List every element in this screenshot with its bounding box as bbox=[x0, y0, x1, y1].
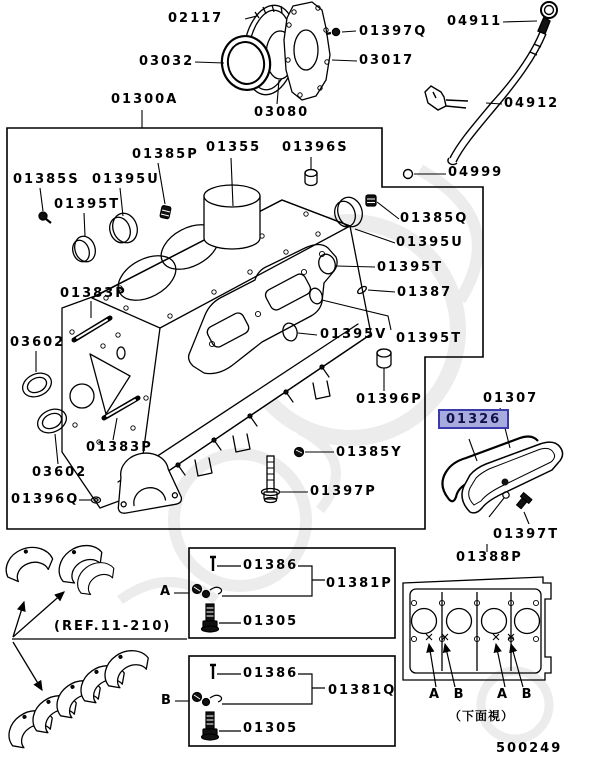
callout-01300A: 01300A bbox=[111, 92, 179, 107]
cup-plug-01395T-left bbox=[70, 234, 99, 265]
callout-01396Q: 01396Q bbox=[11, 492, 80, 507]
callout-01395T-lower: 01395T bbox=[396, 331, 463, 346]
callout-01395T-right: 01395T bbox=[377, 260, 444, 275]
callout-01383P-lower: 01383P bbox=[86, 440, 153, 455]
bearing-shells-drawing bbox=[2, 537, 187, 752]
callout-01326-highlighted[interactable]: 01326 bbox=[438, 409, 509, 429]
callout-03602-lower: 03602 bbox=[32, 465, 88, 480]
ab-pair-right: A B bbox=[497, 687, 537, 702]
callout-01385Y: 01385Y bbox=[336, 445, 403, 460]
callout-01385Q: 01385Q bbox=[400, 211, 469, 226]
callout-01395U-right: 01395U bbox=[396, 235, 464, 250]
callout-04912: 04912 bbox=[504, 96, 560, 111]
bolt-01397T bbox=[515, 493, 532, 511]
screw-01385P bbox=[160, 205, 171, 219]
callout-01383P-upper: 01383P bbox=[60, 286, 127, 301]
callout-01386-a: 01386 bbox=[243, 558, 299, 573]
reference-note: (REF.11-210) bbox=[54, 619, 172, 634]
bottom-view-drawing bbox=[403, 544, 551, 687]
callout-03032: 03032 bbox=[139, 54, 195, 69]
callout-01397Q: 01397Q bbox=[359, 24, 428, 39]
callout-01385S: 01385S bbox=[13, 172, 80, 187]
ab-pair-left: A B bbox=[429, 687, 469, 702]
callout-01355: 01355 bbox=[206, 140, 262, 155]
callout-01385P: 01385P bbox=[132, 147, 199, 162]
callout-01388P: 01388P bbox=[456, 550, 523, 565]
callout-03602-upper: 03602 bbox=[10, 335, 66, 350]
view-note: （下面視） bbox=[449, 709, 515, 723]
o-ring-04999 bbox=[404, 170, 413, 179]
callout-01395T-left: 01395T bbox=[54, 197, 121, 212]
callout-01307: 01307 bbox=[483, 391, 539, 406]
callout-04911: 04911 bbox=[447, 14, 503, 29]
callout-01396S: 01396S bbox=[282, 140, 349, 155]
callout-01381Q: 01381Q bbox=[328, 683, 397, 698]
section-label-b: B bbox=[161, 693, 173, 708]
callout-04999: 04999 bbox=[448, 165, 504, 180]
callout-03017: 03017 bbox=[359, 53, 415, 68]
thrust-ring-03602-upper bbox=[19, 369, 55, 402]
section-label-a: A bbox=[160, 584, 173, 599]
cup-plug-01395U-left bbox=[106, 210, 141, 246]
screw-01385S bbox=[39, 212, 51, 223]
callout-01395V: 01395V bbox=[320, 327, 388, 342]
callout-01305-b: 01305 bbox=[243, 721, 299, 736]
callout-01396P: 01396P bbox=[356, 392, 423, 407]
dowel-01396S bbox=[305, 170, 317, 186]
engine-block-drawing bbox=[62, 185, 371, 514]
callout-01397P: 01397P bbox=[310, 484, 377, 499]
callout-02117: 02117 bbox=[168, 11, 224, 26]
dowel-01396P bbox=[377, 349, 391, 368]
plug-01385Y bbox=[295, 448, 304, 457]
screw-01385Q bbox=[366, 195, 376, 206]
callout-01395U-left: 01395U bbox=[92, 172, 160, 187]
sheet-number: 500249 bbox=[496, 741, 563, 756]
callout-01305-a: 01305 bbox=[243, 614, 299, 629]
bolt-glyph bbox=[202, 604, 219, 632]
callout-01386-b: 01386 bbox=[243, 666, 299, 681]
callout-01397T: 01397T bbox=[493, 527, 560, 542]
callout-03080: 03080 bbox=[254, 105, 310, 120]
callout-01387: 01387 bbox=[397, 285, 453, 300]
case-gasket-parts bbox=[442, 437, 562, 513]
callout-01381P: 01381P bbox=[326, 576, 393, 591]
